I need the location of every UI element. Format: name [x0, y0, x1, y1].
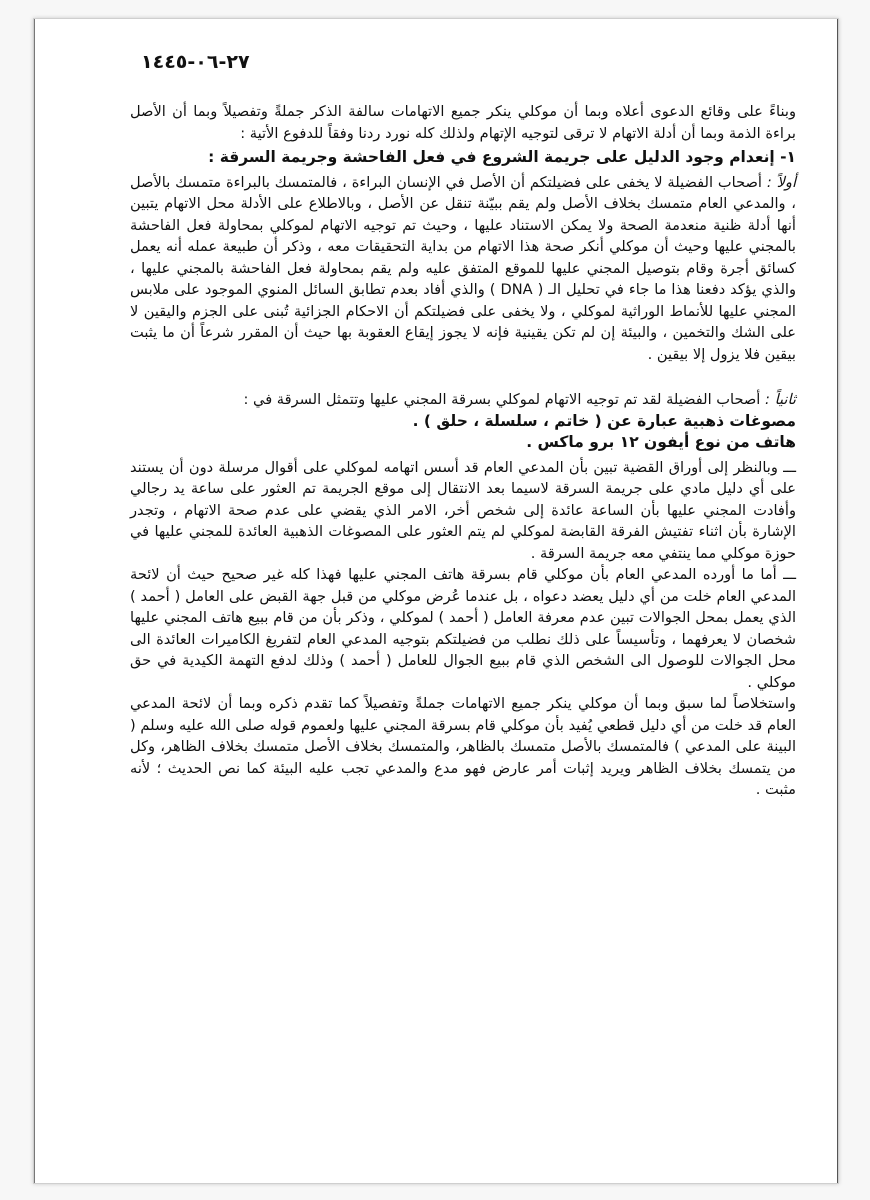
second-defense-paragraph	[130, 389, 796, 411]
document-body	[130, 101, 796, 801]
second-lead: ثانياً :	[765, 391, 796, 408]
stolen-item-phone: هاتف من نوع أيفون ١٢ برو ماكس .	[526, 433, 796, 451]
stolen-item-jewelry: مصوغات ذهبية عبارة عن ( خاتم ، سلسلة ، حلق ) .	[412, 411, 796, 430]
second-text: أصحاب الفضيلة لقد تم توجيه الاتهام لموكلي بسرقة المجني عليها وتتمثل السرقة في :	[243, 391, 761, 408]
page-border-left	[34, 19, 35, 1183]
first-lead: أولاً :	[766, 173, 797, 191]
evidence-paragraph: ـــ وبالنظر إلى أوراق القضية تبين بأن المدعي العام قد أسس اتهامه لموكلي على أقوال مرسلة دون أن يستند على أي دليل مادي على جريمة السرقة لاسيما بعد الانتقال إلى موقع الجريمة تم العثور على ساعة يد رجالي وأفادت المجني عليها بأن الساعة عائدة إلى شخص أخر، الامر الذي يقضي على عدم صحة الاتهام ، وتجدر الإشارة بأن اثناء تفتيش الفرقة القابضة لموكلي لم يتم العثور على المصوغات الذهبية العائدة للمجني عليها في حوزة موكلي مما ينتفي معه جريمة السرقة .	[130, 458, 796, 562]
conclusion-paragraph: واستخلاصاً لما سبق وبما أن موكلي ينكر جميع الاتهامات جملةً وتفصيلاً كما تقدم ذكره وبما أن لائحة المدعي العام قد خلت من أي دليل قطعي يُفيد بأن موكلي قام بسرقة المجني عليها ولعموم قوله صلى الله عليه وسلم ( البينة على المدعي ) فالمتمسك بالأصل متمسك بالظاهر، والمتمسك بخلاف الأصل متمسك بخلاف الظاهر، وكل من يتمسك بخلاف الظاهر ويريد إثبات أمر عارض فهو مدع والمدعي تجب عليه البيئة كما نص الحديث ؛ لأنه مثبت .	[130, 695, 796, 798]
phone-theft-paragraph: ـــ أما ما أورده المدعي العام بأن موكلي قام بسرقة هاتف المجني عليها فهذا كله غير صحيح حيث أن لائحة المدعي العام خلت من أي دليل يعضد دعواه ، بل عندما عُرض موكلي من قبل جهة القبض على العامل ( أحمد ) الذي يعمل بمحل الجوالات تبين عدم معرفة العامل ( أحمد ) لموكلي ، وذكر بأن من قام ببيع هاتف المجني عليها شخصان لا يعرفهما ، وتأسيساً على ذلك نطلب من فضيلتكم بتوجيه المدعي العام لتفريغ الكاميرات العائدة الى محل الجوالات للوصول الى الشخص الذي قام ببيع الجوال للعامل ( أحمد ) وذلك لدفع التهمة الكيدية في حق موكلي .	[130, 566, 796, 691]
document-date: ٢٧-٠٦-١٤٤٥	[141, 51, 250, 73]
first-defense-paragraph	[130, 172, 796, 366]
intro-paragraph: وبناءً على وقائع الدعوى أعلاه وبما أن موكلي ينكر جميع الاتهامات سالفة الذكر جملةً وتفصيلاً وبما أن الأصل براءة الذمة وبما أن أدلة الاتهام لا ترقى لتوجيه الإتهام ولذلك كله نورد ردنا وفقاً للدفوع الأتية :	[130, 103, 796, 142]
first-text: أصحاب الفضيلة لا يخفى على فضيلتكم أن الأصل في الإنسان البراءة ، فالمتمسك بالبراءة متمسك بالأصل ، والمدعي العام متمسك بخلاف الأصل ولم يقم ببيّنة تنقل عن الأصل ، وبالاطلاع على الأدلة محل الاتهام يتبين أنها أدلة ظنية منعدمة الصحة ولا يمكن الاستناد عليها ، وحيث تم توجيه الاتهام لموكلي بمحاولة فعل الفاحشة بالمجني عليها وحيث أن موكلي أنكر صحة هذا الاتهام من بداية التحقيقات معه ، وذكر أن طبيعة عمله أنه يعمل كسائق أجرة وقام بتوصيل المجني عليها للموقع المتفق عليه ولم يقم بمحاولة فعل الفاحشة بالمجني عليها ، والذي يؤكد دفعنا هذا ما جاء في تحليل الـ ( DNA ) والذي أفاد بعدم تطابق السائل المنوي الموجود على ملابس المجني عليها للأنماط الوراثية لموكلي ، ولا يخفى على فضيلتكم أن الاحكام الجزائية تُبنى على الجزم واليقين لا على الشك والتخمين ، والبيئة إن لم تكن يقينية فإنه لا يجوز إيقاع العقوبة بها حيث أن المقرر شرعاً أن ما يثبت بيقين فلا يزول إلا بيقين .	[130, 173, 796, 363]
page-border-right	[837, 19, 838, 1183]
document-page	[33, 18, 839, 1184]
section-heading: ١- إنعدام وجود الدليل على جريمة الشروع في فعل الفاحشة وجريمة السرقة :	[208, 148, 796, 166]
